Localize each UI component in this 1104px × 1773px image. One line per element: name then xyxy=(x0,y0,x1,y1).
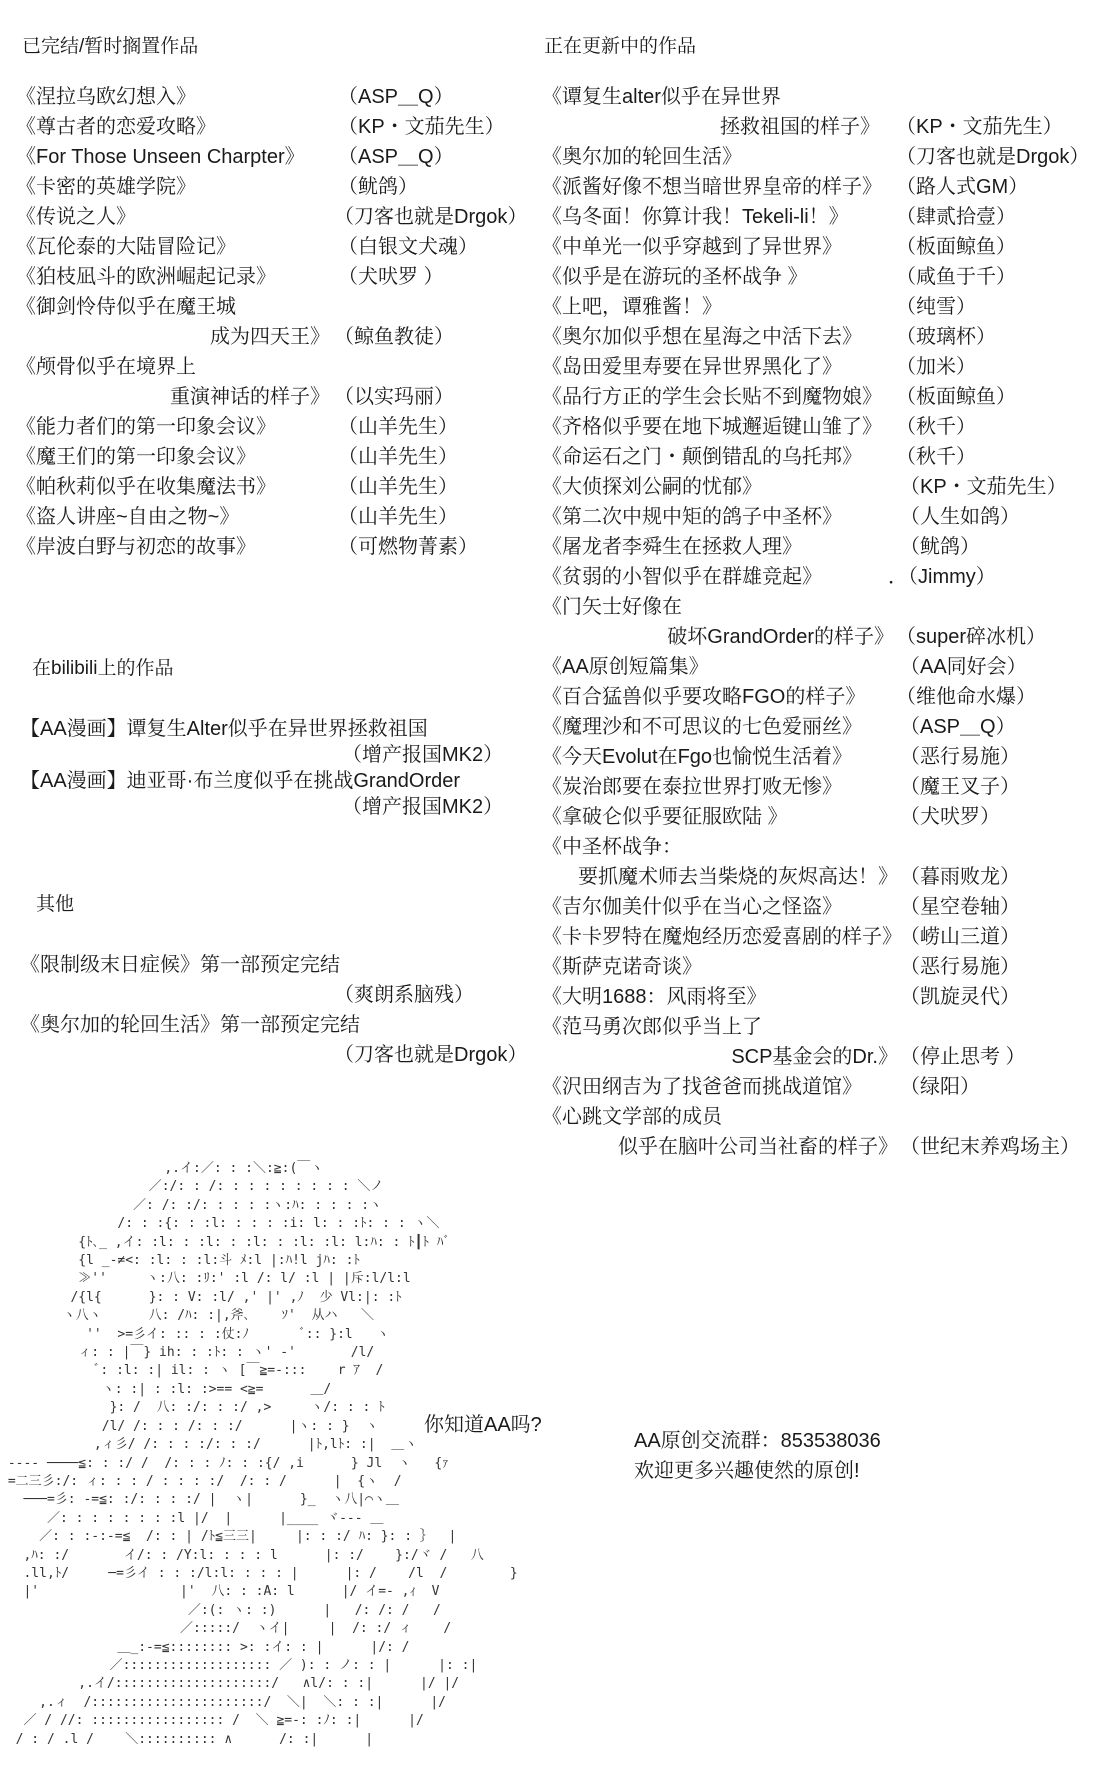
list-item-title: 《贫弱的小智似乎在群雄竞起》 xyxy=(542,566,822,588)
list-item-title: 《盗人讲座~自由之物~》 xyxy=(16,506,240,528)
list-item-title: 《上吧，谭雅酱！》 xyxy=(542,296,722,318)
list-item-title: 《岸波白野与初恋的故事》 xyxy=(16,536,256,558)
list-item-title: 《吉尔伽美什似乎在当心之怪盗》 xyxy=(542,896,842,918)
list-item-title: 《第二次中规中矩的鸽子中圣杯》 xyxy=(542,506,842,528)
list-item-author: （暮雨败龙） xyxy=(900,866,1020,888)
updating-heading: 正在更新中的作品 xyxy=(544,36,697,57)
list-item-title: 《斯萨克诺奇谈》 xyxy=(542,956,702,978)
list-item-title: 《奥尔加的轮回生活》 xyxy=(542,146,742,168)
other-heading: 其他 xyxy=(36,894,75,915)
list-item-title: 《乌冬面！你算计我！Tekeli-li！》 xyxy=(542,206,849,228)
list-item-author: （山羊先生） xyxy=(338,506,458,528)
ascii-art-character: ,.イ:／: : :＼:≧:(￣ヽ ／:/: : /: : : : : : : : : ＼ノ ／: /: :/: : : : :ヽ:ﾊ: : : : :ヽ /: : :{: : :l: : : : :i: l: : :ﾄ: : : ヽ＼ {ﾄ､_ ,イ: :l: : :l: : :l: : :l: :l: l:ﾊ: : ﾄ┃ﾄ ﾊﾞ {l _-≠<: :l: : :l:斗 ﾒ:l |:ﾊ!l jﾊ: :ﾄ ≫'' ヽ:八: :ﾘ:' :l /: l/ :l | |斥:l/l:l /{l{ }: : V: :l/ ,' |' ,ﾉ 少 Vl:|: :ﾄ ヽ八ヽ 八: /ﾊ: :|,斧､ ｿ' 从ハ ＼ '' >=彡イ: :: : :仗:ﾉ ﾞ:: }:l ヽ ィ: : |￣} ih: : :ﾄ: : ヽ' -' /l/ ﾞ: :l: :| il: : ヽ [￣≧=-::: r ｱ / ヽ: :| : :l: :>== <≧= ＿/ }: / 八: :/: : :/ ,> ヽ/: : : ﾄ /l/ /: : : /: : :/ |ヽ: : } ヽ ,ィ彡/ /: : : :/: : :/ |ﾄ,lﾄ: :| ＿ヽ ---- ────≦: : :/ / /: : : ﾉ: : :{/ ,i } Jl ヽ {ｧ =二三彡:/: ィ: : : / : : : :/ /: : / | {ヽ / ───=彡: -=≦: :/: : : :/ | ヽ| }_ ヽ八|⌒ヽ＿ ／: : : : : : : :l |/ | |____ ヾ--- ＿ ／: : :-:-=≦ /: : | /ﾄ≦三三| |: : :/ ﾊ: }: : ｝ | ,ﾊ: :/ イ/: : /Y:l: : : : l |: :/ }:/ヾ / 八 .ll,ﾄ/ ─=彡イ : : :/l:l: : : : | |: / /l / } |' |' 八: : :A: l |/ イ=- ,ｨ V ／:(: ヽ: :) | /: /: / / ／:::::/ ヽイ| | /: :/ ィ / ＿_:-=≦:::::::: >: :イ: : | |/: / ／::::::::::::::::::: ／ ): : ノ: : | |: :| ,.イ/::::::::::::::::::::/ ∧l/: : :| |/ |/ ,.ィ /::::::::::::::::::::::/ ＼| ＼: : :| |/ ／ / //: ::::::::::::::::: / ＼ ≧=-: :ﾉ: :| |/ / : / .l / ＼:::::::::: ∧ /: :| | xyxy=(7,1161,518,1747)
list-item-author: ．（Jimmy） xyxy=(888,566,996,588)
list-item-author: （山羊先生） xyxy=(338,416,458,438)
list-item-author: （刀客也就是Drgok） xyxy=(334,1044,528,1066)
list-item-author: （恶行易施） xyxy=(900,956,1020,978)
list-item-title: 《奥尔加似乎想在星海之中活下去》 xyxy=(542,326,862,348)
list-item-title: 《御剑怜侍似乎在魔王城 xyxy=(16,296,236,318)
list-item-author: （山羊先生） xyxy=(338,476,458,498)
list-item-author: （KP・文茄先生） xyxy=(900,476,1067,498)
list-item-title: 《品行方正的学生会长贴不到魔物娘》 xyxy=(542,386,882,408)
list-item-author: （增产报国MK2） xyxy=(342,744,504,766)
list-item-title: 《AA原创短篇集》 xyxy=(542,656,709,678)
list-item-title: 重演神话的样子》 xyxy=(170,386,330,408)
list-item-author: （以实玛丽） xyxy=(334,386,454,408)
list-item-author: （秋千） xyxy=(896,446,976,468)
list-item-title: 《谭复生alter似乎在异世界 xyxy=(542,86,781,108)
list-item-title: 《For Those Unseen Charpter》 xyxy=(16,146,305,168)
question-text: 你知道AA吗? xyxy=(424,1414,542,1436)
welcome-text: 欢迎更多兴趣使然的原创! xyxy=(634,1460,860,1482)
list-item-title: 《似乎是在游玩的圣杯战争 》 xyxy=(542,266,808,288)
list-item-author: （白银文犬魂） xyxy=(338,236,478,258)
list-item-author: （ASP＿Q） xyxy=(338,86,454,108)
list-item-title: 《中单光一似乎穿越到了异世界》 xyxy=(542,236,842,258)
list-item-title: 《大侦探刘公嗣的忧郁》 xyxy=(542,476,762,498)
list-item-author: （停止思考 ） xyxy=(900,1046,1026,1068)
list-item-author: （路人式GM） xyxy=(896,176,1029,198)
list-item-title: 《范马勇次郎似乎当上了 xyxy=(542,1016,762,1038)
list-item-author: （KP・文茄先生） xyxy=(896,116,1063,138)
list-item-title: 《心跳文学部的成员 xyxy=(542,1106,722,1128)
list-item-title: 《大明1688：风雨将至》 xyxy=(542,986,767,1008)
list-item-title: 《门矢士好像在 xyxy=(542,596,682,618)
list-item-author: （鱿鸽） xyxy=(338,176,418,198)
bilibili-heading: 在bilibili上的作品 xyxy=(32,658,174,679)
list-item-title: 《帕秋莉似乎在收集魔法书》 xyxy=(16,476,276,498)
list-item-title: 《颅骨似乎在境界上 xyxy=(16,356,196,378)
list-item-author: （肆贰拾壹） xyxy=(896,206,1016,228)
list-item-title: 《岛田爱里寿要在异世界黑化了》 xyxy=(542,356,842,378)
list-item-author: （犬吠罗） xyxy=(900,806,1000,828)
list-item-author: （可燃物菁素） xyxy=(338,536,478,558)
group-contact: AA原创交流群：853538036 xyxy=(634,1430,881,1452)
list-item-title: 《派酱好像不想当暗世界皇帝的样子》 xyxy=(542,176,882,198)
completed-heading: 已完结/暂时搁置作品 xyxy=(22,36,199,57)
list-item-title: 破坏GrandOrder的样子》 xyxy=(667,626,894,648)
list-item-title: 拯救祖国的样子》 xyxy=(720,116,880,138)
list-item-title: 【AA漫画】迪亚哥·布兰度似乎在挑战GrandOrder xyxy=(20,770,461,792)
list-item-author: （刀客也就是Drgok） xyxy=(896,146,1090,168)
list-item-title: 《涅拉乌欧幻想入》 xyxy=(16,86,196,108)
list-item-author: （板面鲸鱼） xyxy=(896,386,1016,408)
list-item-author: （加米） xyxy=(896,356,976,378)
list-item-author: （世纪末养鸡场主） xyxy=(900,1136,1080,1158)
list-item-author: （魔王叉子） xyxy=(900,776,1020,798)
list-item-author: （山羊先生） xyxy=(338,446,458,468)
list-item-title: 《卡密的英雄学院》 xyxy=(16,176,196,198)
list-item-title: 《沢田纲吉为了找爸爸而挑战道馆》 xyxy=(542,1076,862,1098)
list-item-title: 《炭治郎要在泰拉世界打败无惨》 xyxy=(542,776,842,798)
list-item-title: 要抓魔术师去当柴烧的灰烬高达！》 xyxy=(578,866,898,888)
list-item-title: 《百合猛兽似乎要攻略FGO的样子》 xyxy=(542,686,866,708)
list-item-title: 《中圣杯战争： xyxy=(542,836,682,858)
list-item-author: （凯旋灵代） xyxy=(900,986,1020,1008)
list-item-author: （KP・文茄先生） xyxy=(338,116,505,138)
list-item-title: 似乎在脑叶公司当社畜的样子》 xyxy=(618,1136,898,1158)
list-item-title: 【AA漫画】谭复生Alter似乎在异世界拯救祖国 xyxy=(20,718,428,740)
list-item-title: 《齐格似乎要在地下城邂逅键山雏了》 xyxy=(542,416,882,438)
list-item-title: 《奥尔加的轮回生活》第一部预定完结 xyxy=(20,1014,360,1036)
list-item-author: （恶行易施） xyxy=(900,746,1020,768)
list-item-title: 《魔王们的第一印象会议》 xyxy=(16,446,256,468)
list-item-title: 《今天Evolut在Fgo也愉悦生活着》 xyxy=(542,746,853,768)
list-item-author: （崂山三道） xyxy=(900,926,1020,948)
list-item-title: 《尊古者的恋爱攻略》 xyxy=(16,116,216,138)
list-item-author: （犬吠罗 ） xyxy=(338,266,444,288)
list-item-author: （人生如鸽） xyxy=(900,506,1020,528)
list-item-author: （玻璃杯） xyxy=(896,326,996,348)
list-item-author: （鱿鸽） xyxy=(900,536,980,558)
list-item-author: （咸鱼于千） xyxy=(896,266,1016,288)
list-item-title: 《瓦伦泰的大陆冒险记》 xyxy=(16,236,236,258)
list-item-author: （AA同好会） xyxy=(900,656,1027,678)
list-item-title: 成为四天王》 xyxy=(210,326,330,348)
list-item-title: 《拿破仑似乎要征服欧陆 》 xyxy=(542,806,788,828)
list-item-author: （刀客也就是Drgok） xyxy=(334,206,528,228)
list-item-title: SCP基金会的Dr.》 xyxy=(731,1046,898,1068)
list-item-title: 《限制级末日症候》第一部预定完结 xyxy=(20,954,340,976)
list-item-title: 《屠龙者李舜生在拯救人理》 xyxy=(542,536,802,558)
list-item-author: （增产报国MK2） xyxy=(342,796,504,818)
list-item-author: （super碎冰机） xyxy=(896,626,1047,648)
list-item-author: （爽朗系脑残） xyxy=(334,984,474,1006)
list-item-title: 《命运石之门・颠倒错乱的乌托邦》 xyxy=(542,446,862,468)
list-item-author: （绿阳） xyxy=(900,1076,980,1098)
list-item-author: （板面鲸鱼） xyxy=(896,236,1016,258)
list-item-title: 《狛枝凪斗的欧洲崛起记录》 xyxy=(16,266,276,288)
list-item-author: （ASP＿Q） xyxy=(900,716,1016,738)
list-item-author: （鲸鱼教徒） xyxy=(334,326,454,348)
list-item-author: （秋千） xyxy=(896,416,976,438)
list-item-author: （纯雪） xyxy=(896,296,976,318)
list-item-title: 《传说之人》 xyxy=(16,206,136,228)
list-item-author: （ASP＿Q） xyxy=(338,146,454,168)
list-item-title: 《魔理沙和不可思议的七色爱丽丝》 xyxy=(542,716,862,738)
list-item-title: 《卡卡罗特在魔炮经历恋爱喜剧的样子》 xyxy=(542,926,902,948)
list-item-author: （星空卷轴） xyxy=(900,896,1020,918)
list-item-author: （维他命水爆） xyxy=(896,686,1036,708)
list-item-title: 《能力者们的第一印象会议》 xyxy=(16,416,276,438)
